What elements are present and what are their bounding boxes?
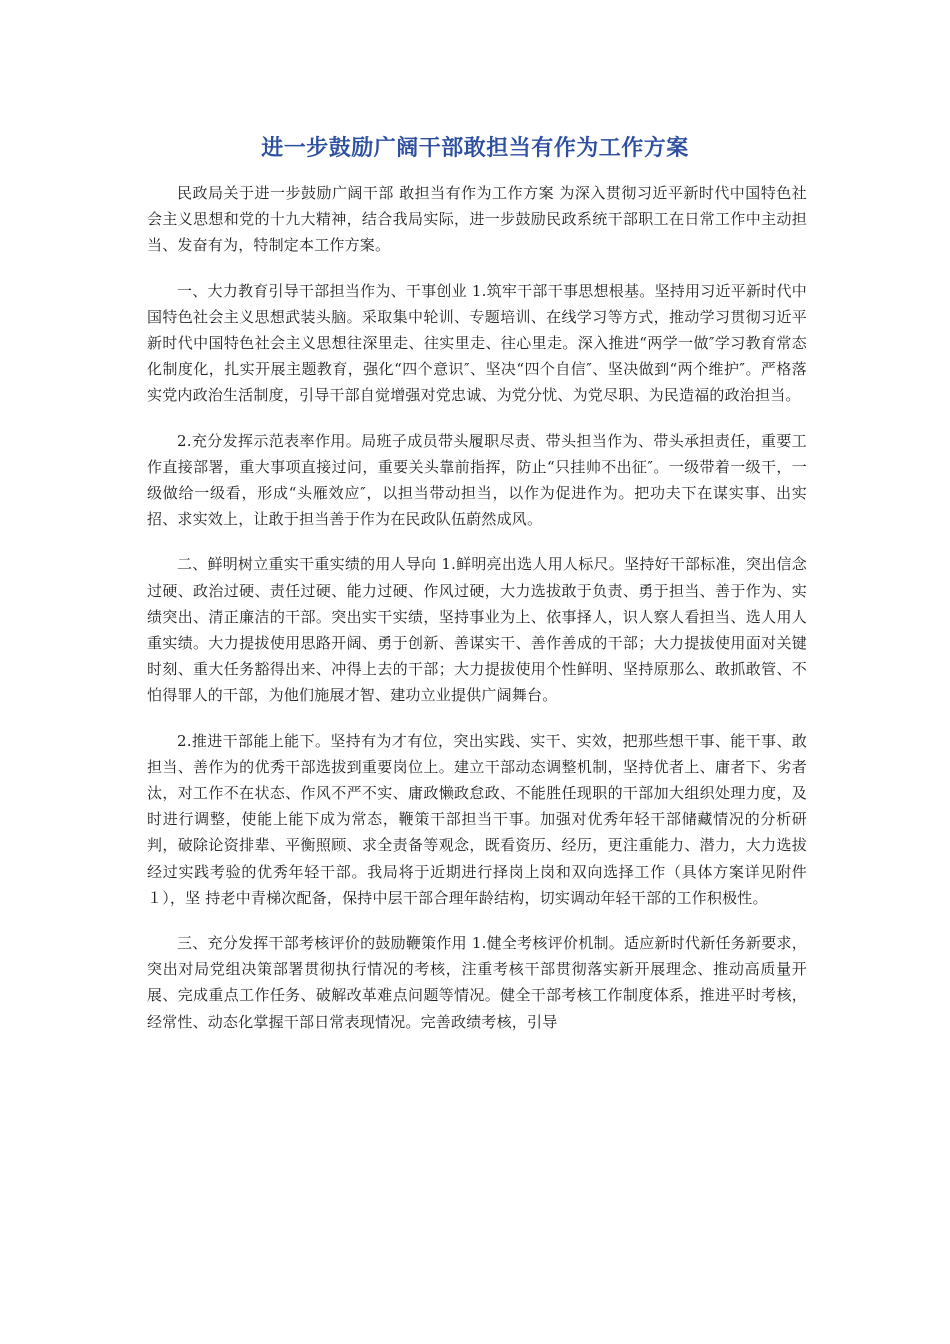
paragraph-section-1-item-2: 2.充分发挥示范表率作用。局班子成员带头履职尽责、带头担当作为、带头承担责任，重要工作直接部署，重大事项直接过问，重要关头靠前指挥，防止“只挂帅不出征″。一级带着一级干，一级做给一级看，形成“头雁效应″，以担当带动担当，以作为促进作为。把功夫下在谋实事、出实 招、求实效上，让敢于担当善于作为在民政队伍蔚然成风。	[147, 431, 807, 529]
document-title: 进一步鼓励广阔干部敢担当有作为工作方案	[261, 136, 689, 161]
paragraph-section-2-item-1: 二、鲜明树立重实干重实绩的用人导向 1.鲜明亮出选人用人标尺。坚持好干部标准，突出信念过硬、政治过硬、责任过硬、能力过硬、作风过硬，大力选拔敢于负责、勇于担当、善于作为、实绩突出、清正廉洁的干部。突出实干实绩，坚持事业为上、依事择人，识人察人看担当、选人用人重实绩。大力提拔使用思路开阔、勇于创新、善谋实干、善作善成的干部；大力提拔使用面对关键时刻、重大任务豁得出来、冲得上去的干部；大力提拔使用个性鲜明、坚持原那么、敢抓敢管、不怕得罪人的干部，为他们施展才智、建功立业提供广阔舞台。	[147, 555, 807, 705]
paragraph-section-2-item-2: 2.推进干部能上能下。坚持有为才有位，突出实践、实干、实效，把那些想干事、能干事、敢担当、善作为的优秀干部选拔到重要岗位上。建立干部动态调整机制，坚持优者上、庸者下、劣者汰，对工作不在状态、作风不严不实、庸政懒政怠政、不能胜任现职的干部加大组织处理力度，及时进行调整，使能上能下成为常态，鞭策干部担当干事。加强对优秀年轻干部储藏情况的分析研判，破除论资排辈、平衡照顾、求全责备等观念，既看资历、经历，更注重能力、潜力，大力选拔经过实践考验的优秀年轻干部。我局将于近期进行择岗上岗和双向选择工作（具体方案详见附件１），坚 持老中青梯次配备，保持中层干部合理年龄结构，切实调动年轻干部的工作积极性。	[147, 731, 807, 907]
document-body	[147, 180, 807, 1054]
paragraph-section-3-item-1: 三、充分发挥干部考核评价的鼓励鞭策作用 1.健全考核评价机制。适应新时代新任务新要求，突出对局党组决策部署贯彻执行情况的考核，注重考核干部贯彻落实新开展理念、推动高质量开展、完成重点工作任务、破解改革难点问题等情况。健全干部考核工作制度体系，推进平时考核，经常性、动态化掌握干部日常表现情况。完善政绩考核，引导	[147, 934, 807, 1031]
paragraph-section-1-item-1: 一、大力教育引导干部担当作为、干事创业 1.筑牢干部干事思想根基。坚持用习近平新时代中国特色社会主义思想武装头脑。采取集中轮训、专题培训、在线学习等方式，推动学习贯彻习近平新时代中国特色社会主义思想往深里走、往实里走、往心里走。深入推进“两学一做″学习教育常态化制度化，扎实开展主题教育，强化“四个意识″、坚决“四个自信″、坚决做到“两个维护″。严格落实党内政治生活制度，引导干部自觉增强对党忠诚、为党分忧、为党尽职、为民造福的政治担当。	[147, 281, 807, 405]
paragraph-intro: 民政局关于进一步鼓励广阔干部 敢担当有作为工作方案 为深入贯彻习近平新时代中国特色社会主义思想和党的十九大精神，结合我局实际，进一步鼓励民政系统干部职工在日常工作中主动担当、发奋有为，特制定本工作方案。	[147, 184, 807, 255]
